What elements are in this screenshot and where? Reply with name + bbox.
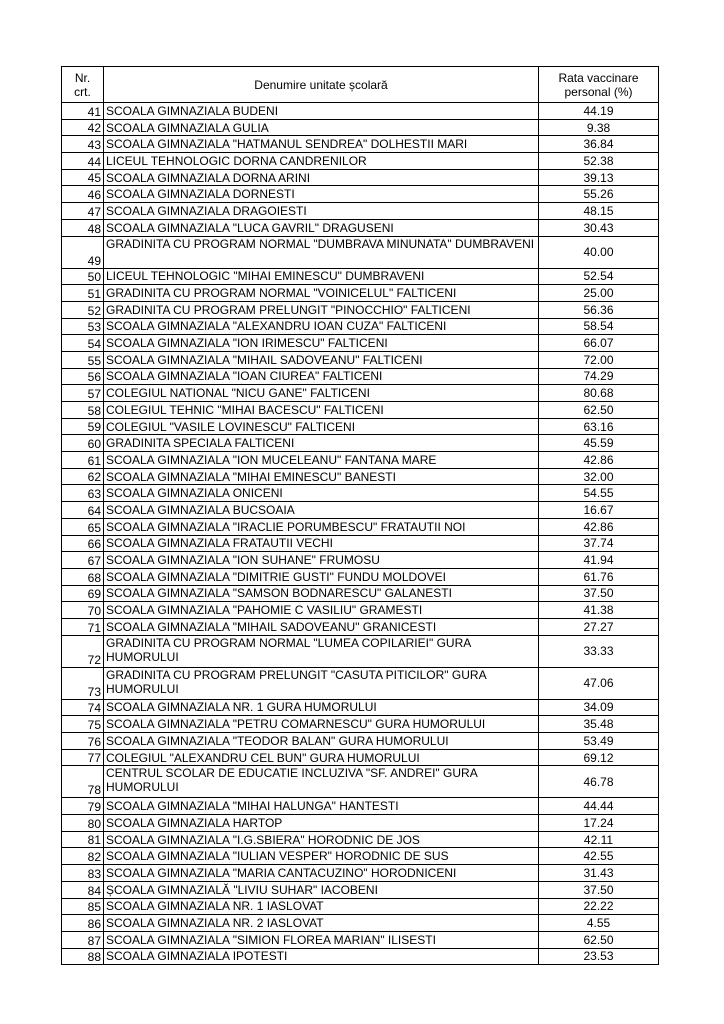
table-row [62,948,659,965]
school-name: GRADINITA CU PROGRAM NORMAL "LUMEA COPILARIEI" GURA HUMORULUI [104,635,539,667]
vaccination-rate: 30.43 [539,219,659,236]
vaccination-rate: 53.49 [539,733,659,750]
vaccination-rate: 52.54 [539,268,659,285]
table-header-row [62,67,659,103]
school-name: GRADINITA CU PROGRAM NORMAL "VOINICELUL" FALTICENI [104,285,539,302]
table-row [62,136,659,153]
table-row [62,103,659,120]
row-number: 83 [62,865,104,882]
vaccination-rate: 17.24 [539,815,659,832]
table-row [62,798,659,815]
row-number: 75 [62,716,104,733]
row-number: 45 [62,169,104,186]
row-number: 59 [62,418,104,435]
table-row [62,716,659,733]
school-name: SCOALA GIMNAZIALA "SIMION FLOREA MARIAN" ILISESTI [104,931,539,948]
table-row [62,236,659,268]
vaccination-rate: 9.38 [539,119,659,136]
row-number: 72 [62,635,104,667]
table-row [62,733,659,750]
row-number: 71 [62,618,104,635]
school-name: SCOALA GIMNAZIALA "ALEXANDRU IOAN CUZA" FALTICENI [104,318,539,335]
vaccination-rate: 25.00 [539,285,659,302]
school-name: GRADINITA CU PROGRAM NORMAL "DUMBRAVA MINUNATA" DUMBRAVENI [104,236,539,268]
school-name: GRADINITA SPECIALA FALTICENI [104,435,539,452]
vaccination-rate: 35.48 [539,716,659,733]
school-name: SCOALA GIMNAZIALA BUDENI [104,103,539,120]
school-name: ȘCOALA GIMNAZIALĂ "LIVIU SUHAR" IACOBENI [104,881,539,898]
table-row [62,915,659,932]
school-name: SCOALA GIMNAZIALA FRATAUTII VECHI [104,535,539,552]
table-row [62,153,659,170]
school-name: SCOALA GIMNAZIALA NR. 1 GURA HUMORULUI [104,699,539,716]
school-name: SCOALA GIMNAZIALA "I.G.SBIERA" HORODNIC DE JOS [104,831,539,848]
school-name: SCOALA GIMNAZIALA GULIA [104,119,539,136]
school-name: SCOALA GIMNAZIALA HARTOP [104,815,539,832]
table-row [62,535,659,552]
table-row [62,335,659,352]
vaccination-rate: 22.22 [539,898,659,915]
school-name: SCOALA GIMNAZIALA "SAMSON BODNARESCU" GALANESTI [104,585,539,602]
row-number: 69 [62,585,104,602]
vaccination-rate: 32.00 [539,468,659,485]
vaccination-rate: 62.50 [539,931,659,948]
school-name: SCOALA GIMNAZIALA DORNA ARINI [104,169,539,186]
table-row [62,618,659,635]
row-number: 74 [62,699,104,716]
vaccination-rate: 41.94 [539,552,659,569]
school-name: SCOALA GIMNAZIALA "TEODOR BALAN" GURA HUMORULUI [104,733,539,750]
row-number: 82 [62,848,104,865]
row-number: 48 [62,219,104,236]
table-row [62,186,659,203]
school-name: SCOALA GIMNAZIALA "IRACLIE PORUMBESCU" FRATAUTII NOI [104,518,539,535]
table-row [62,766,659,798]
school-name: COLEGIUL TEHNIC "MIHAI BACESCU" FALTICENI [104,402,539,419]
row-number: 41 [62,103,104,120]
table-row [62,452,659,469]
table-row [62,435,659,452]
school-name: COLEGIUL "ALEXANDRU CEL BUN" GURA HUMORULUI [104,749,539,766]
table-row [62,268,659,285]
table-row [62,318,659,335]
row-number: 43 [62,136,104,153]
vaccination-rate: 61.76 [539,568,659,585]
table-row [62,831,659,848]
school-name: SCOALA GIMNAZIALA "PETRU COMARNESCU" GURA HUMORULUI [104,716,539,733]
vaccination-rate: 37.74 [539,535,659,552]
table-row [62,552,659,569]
row-number: 54 [62,335,104,352]
header-vaccination-rate [539,67,659,103]
header-nr-line2: crt. [74,84,91,99]
table-row [62,351,659,368]
school-name: SCOALA GIMNAZIALA NR. 1 IASLOVAT [104,898,539,915]
row-number: 58 [62,402,104,419]
school-name: CENTRUL SCOLAR DE EDUCATIE INCLUZIVA "SF. ANDREI" GURA HUMORULUI [104,766,539,798]
vaccination-rate: 37.50 [539,881,659,898]
row-number: 88 [62,948,104,965]
row-number: 44 [62,153,104,170]
row-number: 76 [62,733,104,750]
row-number: 55 [62,351,104,368]
table-row [62,815,659,832]
table-row [62,402,659,419]
school-name: COLEGIUL "VASILE LOVINESCU" FALTICENI [104,418,539,435]
vaccination-rate: 42.55 [539,848,659,865]
school-name: GRADINITA CU PROGRAM PRELUNGIT "PINOCCHIO" FALTICENI [104,301,539,318]
school-name: LICEUL TEHNOLOGIC "MIHAI EMINESCU" DUMBRAVENI [104,268,539,285]
table-row [62,468,659,485]
vaccination-rate: 72.00 [539,351,659,368]
school-name: SCOALA GIMNAZIALA "MIHAI HALUNGA" HANTESTI [104,798,539,815]
table-row [62,219,659,236]
row-number: 67 [62,552,104,569]
table-row [62,518,659,535]
vaccination-rate: 42.86 [539,452,659,469]
school-name: SCOALA GIMNAZIALA "IULIAN VESPER" HORODNIC DE SUS [104,848,539,865]
row-number: 84 [62,881,104,898]
row-number: 61 [62,452,104,469]
row-number: 47 [62,203,104,220]
vaccination-rate: 39.13 [539,169,659,186]
header-rate-line2: personal (%) [564,84,633,99]
vaccination-rate-table [61,66,659,965]
vaccination-rate: 36.84 [539,136,659,153]
row-number: 80 [62,815,104,832]
school-name: SCOALA GIMNAZIALA "ION MUCELEANU" FANTANA MARE [104,452,539,469]
table-row [62,119,659,136]
vaccination-rate: 45.59 [539,435,659,452]
header-unit-name: Denumire unitate școlară [104,67,539,103]
row-number: 52 [62,301,104,318]
vaccination-rate: 62.50 [539,402,659,419]
row-number: 50 [62,268,104,285]
school-name: SCOALA GIMNAZIALA "MIHAIL SADOVEANU" FALTICENI [104,351,539,368]
table-row [62,568,659,585]
table-row [62,502,659,519]
table-row [62,301,659,318]
table-row [62,898,659,915]
row-number: 57 [62,385,104,402]
row-number: 46 [62,186,104,203]
row-number: 53 [62,318,104,335]
vaccination-rate: 63.16 [539,418,659,435]
vaccination-rate: 41.38 [539,602,659,619]
school-name: SCOALA GIMNAZIALA "MARIA CANTACUZINO" HORODNICENI [104,865,539,882]
header-nr-line1: Nr. [74,70,91,85]
table-row [62,865,659,882]
table-row [62,169,659,186]
school-name: GRADINITA CU PROGRAM PRELUNGIT "CASUTA PITICILOR" GURA HUMORULUI [104,667,539,699]
school-name: SCOALA GIMNAZIALA "ION SUHANE" FRUMOSU [104,552,539,569]
vaccination-rate: 37.50 [539,585,659,602]
school-name: SCOALA GIMNAZIALA "MIHAIL SADOVEANU" GRANICESTI [104,618,539,635]
table-row [62,931,659,948]
vaccination-rate: 42.86 [539,518,659,535]
table-row [62,485,659,502]
table-row [62,385,659,402]
school-name: SCOALA GIMNAZIALA "PAHOMIE C VASILIU" GRAMESTI [104,602,539,619]
row-number: 81 [62,831,104,848]
vaccination-rate: 55.26 [539,186,659,203]
school-name: SCOALA GIMNAZIALA "IOAN CIUREA" FALTICENI [104,368,539,385]
table-row [62,602,659,619]
school-name: SCOALA GIMNAZIALA "MIHAI EMINESCU" BANESTI [104,468,539,485]
vaccination-rate: 42.11 [539,831,659,848]
vaccination-rate: 54.55 [539,485,659,502]
vaccination-rate: 47.06 [539,667,659,699]
row-number: 86 [62,915,104,932]
row-number: 66 [62,535,104,552]
row-number: 73 [62,667,104,699]
row-number: 68 [62,568,104,585]
school-name: SCOALA GIMNAZIALA "ION IRIMESCU" FALTICENI [104,335,539,352]
vaccination-rate: 48.15 [539,203,659,220]
vaccination-rate: 69.12 [539,749,659,766]
school-name: SCOALA GIMNAZIALA IPOTESTI [104,948,539,965]
row-number: 42 [62,119,104,136]
school-name: SCOALA GIMNAZIALA NR. 2 IASLOVAT [104,915,539,932]
row-number: 60 [62,435,104,452]
row-number: 85 [62,898,104,915]
vaccination-rate: 80.68 [539,385,659,402]
vaccination-rate: 33.33 [539,635,659,667]
school-name: SCOALA GIMNAZIALA BUCSOAIA [104,502,539,519]
table-row [62,667,659,699]
table-body [62,103,659,965]
table-row [62,881,659,898]
table-row [62,418,659,435]
vaccination-rate: 44.19 [539,103,659,120]
vaccination-rate: 46.78 [539,766,659,798]
vaccination-rate: 27.27 [539,618,659,635]
header-nr-crt [62,67,104,103]
school-name: LICEUL TEHNOLOGIC DORNA CANDRENILOR [104,153,539,170]
row-number: 65 [62,518,104,535]
row-number: 64 [62,502,104,519]
row-number: 70 [62,602,104,619]
vaccination-rate: 16.67 [539,502,659,519]
row-number: 56 [62,368,104,385]
school-name: SCOALA GIMNAZIALA ONICENI [104,485,539,502]
school-name: SCOALA GIMNAZIALA "DIMITRIE GUSTI" FUNDU MOLDOVEI [104,568,539,585]
vaccination-rate: 66.07 [539,335,659,352]
table-row [62,749,659,766]
school-name: COLEGIUL NATIONAL "NICU GANE" FALTICENI [104,385,539,402]
row-number: 87 [62,931,104,948]
row-number: 49 [62,236,104,268]
school-name: SCOALA GIMNAZIALA DRAGOIESTI [104,203,539,220]
vaccination-rate: 34.09 [539,699,659,716]
school-name: SCOALA GIMNAZIALA "HATMANUL SENDREA" DOLHESTII MARI [104,136,539,153]
vaccination-rate: 31.43 [539,865,659,882]
table-row [62,368,659,385]
row-number: 79 [62,798,104,815]
vaccination-rate: 74.29 [539,368,659,385]
row-number: 63 [62,485,104,502]
table-row [62,203,659,220]
table-row [62,285,659,302]
school-name: SCOALA GIMNAZIALA DORNESTI [104,186,539,203]
table-row [62,635,659,667]
vaccination-rate: 40.00 [539,236,659,268]
row-number: 77 [62,749,104,766]
vaccination-rate: 52.38 [539,153,659,170]
table-row [62,848,659,865]
school-name: SCOALA GIMNAZIALA "LUCA GAVRIL" DRAGUSENI [104,219,539,236]
vaccination-rate: 23.53 [539,948,659,965]
vaccination-rate: 4.55 [539,915,659,932]
vaccination-rate: 56.36 [539,301,659,318]
row-number: 62 [62,468,104,485]
header-rate-line1: Rata vaccinare [558,70,639,85]
vaccination-rate: 58.54 [539,318,659,335]
table-row [62,585,659,602]
row-number: 78 [62,766,104,798]
row-number: 51 [62,285,104,302]
table-row [62,699,659,716]
vaccination-rate: 44.44 [539,798,659,815]
